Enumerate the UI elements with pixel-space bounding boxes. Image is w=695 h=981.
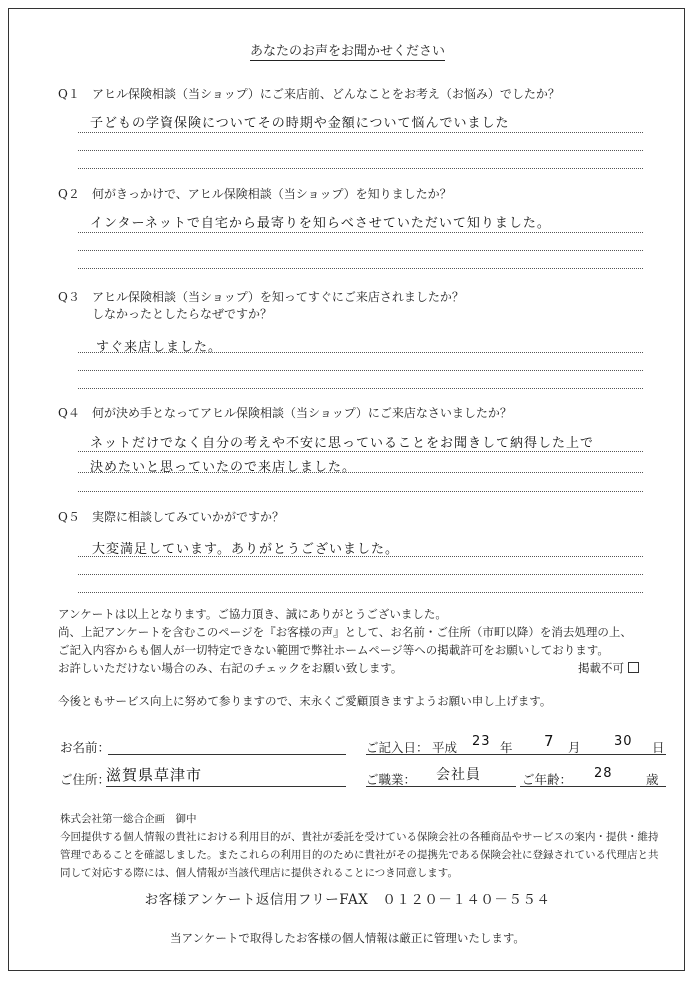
footer-note: 当アンケートで取得したお客様の個人情報は厳正に管理いたします。	[170, 931, 525, 945]
answer-line	[78, 150, 643, 151]
question-1	[58, 86, 560, 103]
job-underline	[366, 786, 516, 787]
answer-line	[78, 268, 643, 269]
job-label: ご職業：	[366, 772, 417, 787]
thanks-text: 今後ともサービス向上に努めて参りますので、末永くご愛顧頂きますようお願い申し上げます。	[58, 694, 552, 708]
answer-line	[78, 556, 643, 557]
answer-line	[78, 592, 643, 593]
date-day-unit: 日	[652, 740, 665, 755]
privacy-line-3: 同して対応する際には、個人情報が当該代理店に提供されることにつき同意します。	[60, 867, 458, 879]
age-unit: 歳	[646, 772, 659, 787]
answer-4-line-1: ネットだけでなく自分の考えや不安に思っていることをお聞きして納得した上で	[90, 436, 595, 451]
answer-line	[78, 352, 643, 353]
address-label: ご住所：	[60, 772, 111, 787]
age-underline	[520, 786, 666, 787]
answer-line	[78, 232, 643, 233]
page-title: あなたのお声をお聞かせください	[249, 44, 445, 59]
question-2	[58, 186, 452, 203]
date-year[interactable]: 23	[472, 734, 491, 749]
question-text: アヒル保険相談（当ショップ）にご来店前、どんなことをお考え（お悩み）でしたか？	[92, 87, 560, 101]
answer-2-line-1: インターネットで自宅から最寄りを知らべさせていただいて知りました。	[90, 216, 551, 231]
question-number: Q５	[58, 510, 80, 524]
answer-5-line-1: 大変満足しています。ありがとうございました。	[92, 542, 399, 557]
answer-line	[78, 168, 643, 169]
answer-line	[78, 388, 643, 389]
job-field[interactable]: 会社員	[436, 767, 481, 783]
date-era: 平成	[432, 740, 458, 755]
question-text-2: しなかったとしたらなぜですか？	[92, 307, 273, 321]
no-publish-checkbox[interactable]	[578, 660, 639, 677]
privacy-line-2: 管理であることを確認しました。またこれらの利用目的のために貴社がその提携先である保険会社に登録されている代理店と共	[60, 849, 659, 861]
question-number: Q２	[58, 187, 80, 201]
date-underline	[366, 754, 666, 755]
answer-line	[78, 451, 643, 452]
question-number: Q３	[58, 290, 80, 304]
privacy-line-1: 今回提供する個人情報の貴社における利用目的が、貴社が委託を受けている保険会社の各種商品やサービスの案内・提供・維持	[60, 831, 659, 843]
no-publish-label: 掲載不可	[578, 661, 624, 675]
closing-line-4: お許しいただけない場合のみ、右記のチェックをお願い致します。	[58, 661, 403, 675]
date-month-unit: 月	[568, 740, 581, 755]
question-text: アヒル保険相談（当ショップ）を知ってすぐにご来店されましたか？	[92, 290, 464, 304]
closing-line-1: アンケートは以上となります。ご協力頂き、誠にありがとうございました。	[58, 607, 447, 621]
age-field[interactable]: 28	[594, 766, 613, 781]
age-label: ご年齢：	[522, 772, 573, 787]
question-text: 何がきっかけで、アヒル保険相談（当ショップ）を知りましたか？	[92, 187, 452, 201]
answer-3-line-1: すぐ来店しました。	[96, 340, 223, 355]
date-day[interactable]: 30	[614, 734, 633, 749]
question-4	[58, 405, 512, 422]
name-field[interactable]	[108, 754, 346, 755]
answer-line	[78, 472, 643, 473]
name-label: お名前：	[60, 740, 111, 755]
address-underline	[106, 786, 346, 787]
date-year-unit: 年	[500, 740, 513, 755]
address-field[interactable]: 滋賀県草津市	[106, 766, 203, 784]
answer-line	[78, 132, 643, 133]
company-name: 株式会社第一総合企画 御中	[60, 813, 197, 825]
question-text: 何が決め手となってアヒル保険相談（当ショップ）にご来店なさいましたか？	[92, 406, 512, 420]
checkbox-icon[interactable]	[628, 662, 639, 673]
question-text: 実際に相談してみていかがですか？	[92, 510, 285, 524]
closing-line-3: ご記入内容からも個人が一切特定できない範囲で弊社ホームページ等への掲載許可をお願いしております。	[58, 643, 609, 657]
question-5	[58, 509, 284, 526]
question-number: Q４	[58, 406, 80, 420]
answer-line	[78, 491, 643, 492]
answer-line	[78, 370, 643, 371]
answer-1-line-1: 子どもの学資保険についてその時期や金額について悩んでいました	[90, 116, 510, 131]
date-label: ご記入日：	[366, 740, 429, 755]
answer-line	[78, 250, 643, 251]
closing-line-2: 尚、上記アンケートを含むこのページを『お客様の声』として、お名前・ご住所（市町以降）を消去処理の上、	[58, 625, 632, 639]
question-text-block	[92, 289, 464, 323]
question-number: Q１	[58, 87, 80, 101]
answer-4-line-2: 決めたいと思っていたので来店しました。	[90, 460, 357, 475]
question-3	[58, 289, 464, 323]
answer-line	[78, 574, 643, 575]
fax-number: お客様アンケート返信用フリーFAX ０１２０－１４０－５５４	[144, 892, 551, 908]
date-month[interactable]: 7	[544, 732, 555, 750]
